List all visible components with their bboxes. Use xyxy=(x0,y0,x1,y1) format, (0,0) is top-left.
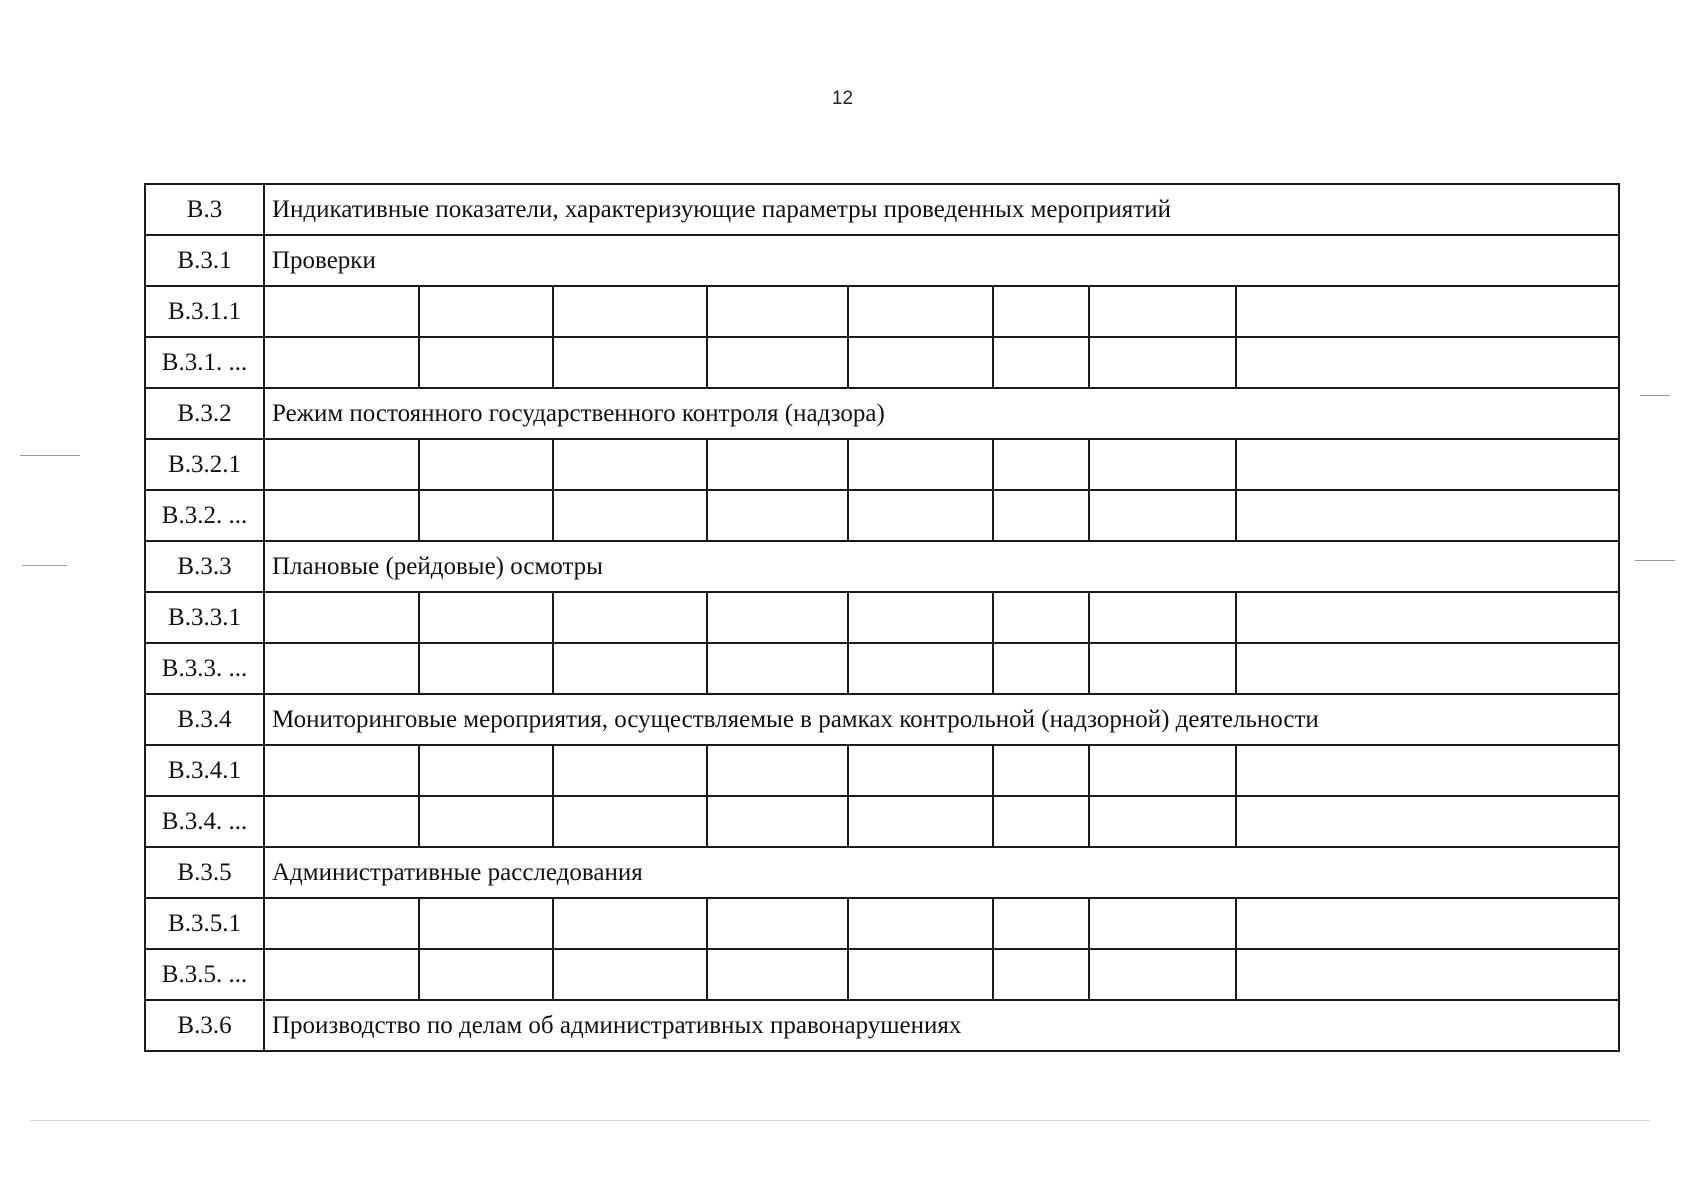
section-code: В.3.1 xyxy=(145,235,264,286)
indicator-value-cell xyxy=(707,643,848,694)
indicator-row xyxy=(145,286,1619,337)
indicator-value-cell xyxy=(848,439,993,490)
indicator-value-cell xyxy=(264,337,419,388)
indicator-value-cell xyxy=(1089,337,1236,388)
indicator-value-cell xyxy=(1089,439,1236,490)
indicator-value-cell xyxy=(419,796,553,847)
indicator-value-cell xyxy=(1089,745,1236,796)
section-title: Плановые (рейдовые) осмотры xyxy=(264,541,1619,592)
indicator-code: В.3.1. ... xyxy=(145,337,264,388)
indicator-value-cell xyxy=(419,745,553,796)
indicator-value-cell xyxy=(848,490,993,541)
section-title: Режим постоянного государственного контроля (надзора) xyxy=(264,388,1619,439)
indicator-value-cell xyxy=(553,745,707,796)
indicator-value-cell xyxy=(707,949,848,1000)
indicator-value-cell xyxy=(553,949,707,1000)
indicator-value-cell xyxy=(1089,643,1236,694)
section-title: Производство по делам об административных правонарушениях xyxy=(264,1000,1619,1051)
section-code: В.3.2 xyxy=(145,388,264,439)
indicator-value-cell xyxy=(848,337,993,388)
indicator-row xyxy=(145,796,1619,847)
indicator-code: В.3.2.1 xyxy=(145,439,264,490)
indicator-value-cell xyxy=(707,337,848,388)
indicator-value-cell xyxy=(707,286,848,337)
indicator-value-cell xyxy=(993,286,1089,337)
indicator-value-cell xyxy=(848,745,993,796)
indicator-value-cell xyxy=(1236,337,1619,388)
indicator-row xyxy=(145,949,1619,1000)
section-code: В.3.3 xyxy=(145,541,264,592)
scan-speck xyxy=(20,455,80,456)
indicator-value-cell xyxy=(848,643,993,694)
section-code: В.3.6 xyxy=(145,1000,264,1051)
scan-speck xyxy=(22,565,67,566)
indicator-value-cell xyxy=(1089,898,1236,949)
indicator-value-cell xyxy=(993,439,1089,490)
indicator-row xyxy=(145,439,1619,490)
indicator-value-cell xyxy=(553,898,707,949)
indicator-value-cell xyxy=(707,796,848,847)
indicator-value-cell xyxy=(848,286,993,337)
indicator-value-cell xyxy=(264,439,419,490)
indicator-value-cell xyxy=(553,592,707,643)
indicator-value-cell xyxy=(993,796,1089,847)
section-row xyxy=(145,541,1619,592)
indicator-value-cell xyxy=(993,745,1089,796)
indicator-value-cell xyxy=(1089,796,1236,847)
indicator-value-cell xyxy=(707,745,848,796)
indicator-value-cell xyxy=(707,490,848,541)
indicator-value-cell xyxy=(1236,439,1619,490)
section-row xyxy=(145,694,1619,745)
section-row xyxy=(145,235,1619,286)
indicator-value-cell xyxy=(993,949,1089,1000)
indicator-value-cell xyxy=(264,949,419,1000)
section-title: Административные расследования xyxy=(264,847,1619,898)
indicator-value-cell xyxy=(993,898,1089,949)
scan-speck xyxy=(1640,395,1670,396)
section-row xyxy=(145,184,1619,235)
indicator-code: В.3.5. ... xyxy=(145,949,264,1000)
indicator-code: В.3.3. ... xyxy=(145,643,264,694)
indicator-code: В.3.4.1 xyxy=(145,745,264,796)
section-row xyxy=(145,1000,1619,1051)
section-code: В.3 xyxy=(145,184,264,235)
indicator-value-cell xyxy=(419,337,553,388)
section-row xyxy=(145,388,1619,439)
section-title: Проверки xyxy=(264,235,1619,286)
indicator-value-cell xyxy=(1236,592,1619,643)
section-title: Мониторинговые мероприятия, осуществляемые в рамках контрольной (надзорной) деятельности xyxy=(264,694,1619,745)
indicator-code: В.3.4. ... xyxy=(145,796,264,847)
indicator-value-cell xyxy=(1236,643,1619,694)
indicator-value-cell xyxy=(419,439,553,490)
indicator-row xyxy=(145,643,1619,694)
indicator-code: В.3.3.1 xyxy=(145,592,264,643)
scan-speck xyxy=(1635,560,1675,561)
indicator-value-cell xyxy=(419,643,553,694)
indicator-value-cell xyxy=(419,949,553,1000)
indicator-value-cell xyxy=(264,490,419,541)
indicator-value-cell xyxy=(264,286,419,337)
indicator-value-cell xyxy=(553,796,707,847)
indicator-value-cell xyxy=(1236,796,1619,847)
indicator-value-cell xyxy=(419,898,553,949)
indicator-value-cell xyxy=(264,745,419,796)
page-number: 12 xyxy=(831,88,854,109)
indicator-value-cell xyxy=(1089,592,1236,643)
indicator-value-cell xyxy=(707,898,848,949)
indicator-row xyxy=(145,337,1619,388)
indicator-value-cell xyxy=(1089,286,1236,337)
indicator-value-cell xyxy=(553,490,707,541)
indicator-code: В.3.1.1 xyxy=(145,286,264,337)
section-code: В.3.4 xyxy=(145,694,264,745)
indicator-value-cell xyxy=(1236,286,1619,337)
indicator-value-cell xyxy=(707,439,848,490)
indicator-row xyxy=(145,745,1619,796)
indicator-value-cell xyxy=(264,592,419,643)
indicator-value-cell xyxy=(264,796,419,847)
indicator-value-cell xyxy=(848,949,993,1000)
indicator-value-cell xyxy=(264,643,419,694)
indicator-value-cell xyxy=(553,337,707,388)
indicator-row xyxy=(145,490,1619,541)
indicator-value-cell xyxy=(993,643,1089,694)
indicator-value-cell xyxy=(419,592,553,643)
indicator-value-cell xyxy=(1236,898,1619,949)
indicator-value-cell xyxy=(264,898,419,949)
indicator-value-cell xyxy=(848,592,993,643)
indicator-value-cell xyxy=(1236,490,1619,541)
indicator-value-cell xyxy=(707,592,848,643)
indicator-value-cell xyxy=(1089,490,1236,541)
indicator-value-cell xyxy=(993,592,1089,643)
indicator-value-cell xyxy=(419,490,553,541)
section-code: В.3.5 xyxy=(145,847,264,898)
indicator-value-cell xyxy=(848,796,993,847)
indicator-value-cell xyxy=(553,286,707,337)
indicator-value-cell xyxy=(993,337,1089,388)
indicator-value-cell xyxy=(553,643,707,694)
scan-speck xyxy=(30,1120,1650,1121)
indicator-code: В.3.5.1 xyxy=(145,898,264,949)
indicator-value-cell xyxy=(993,490,1089,541)
indicator-value-cell xyxy=(848,898,993,949)
indicator-value-cell xyxy=(1236,949,1619,1000)
indicator-row xyxy=(145,898,1619,949)
indicator-row xyxy=(145,592,1619,643)
section-title: Индикативные показатели, характеризующие параметры проведенных мероприятий xyxy=(264,184,1619,235)
indicator-code: В.3.2. ... xyxy=(145,490,264,541)
indicator-value-cell xyxy=(553,439,707,490)
indicator-table xyxy=(144,183,1620,1052)
indicator-value-cell xyxy=(419,286,553,337)
indicator-value-cell xyxy=(1089,949,1236,1000)
section-row xyxy=(145,847,1619,898)
indicator-value-cell xyxy=(1236,745,1619,796)
